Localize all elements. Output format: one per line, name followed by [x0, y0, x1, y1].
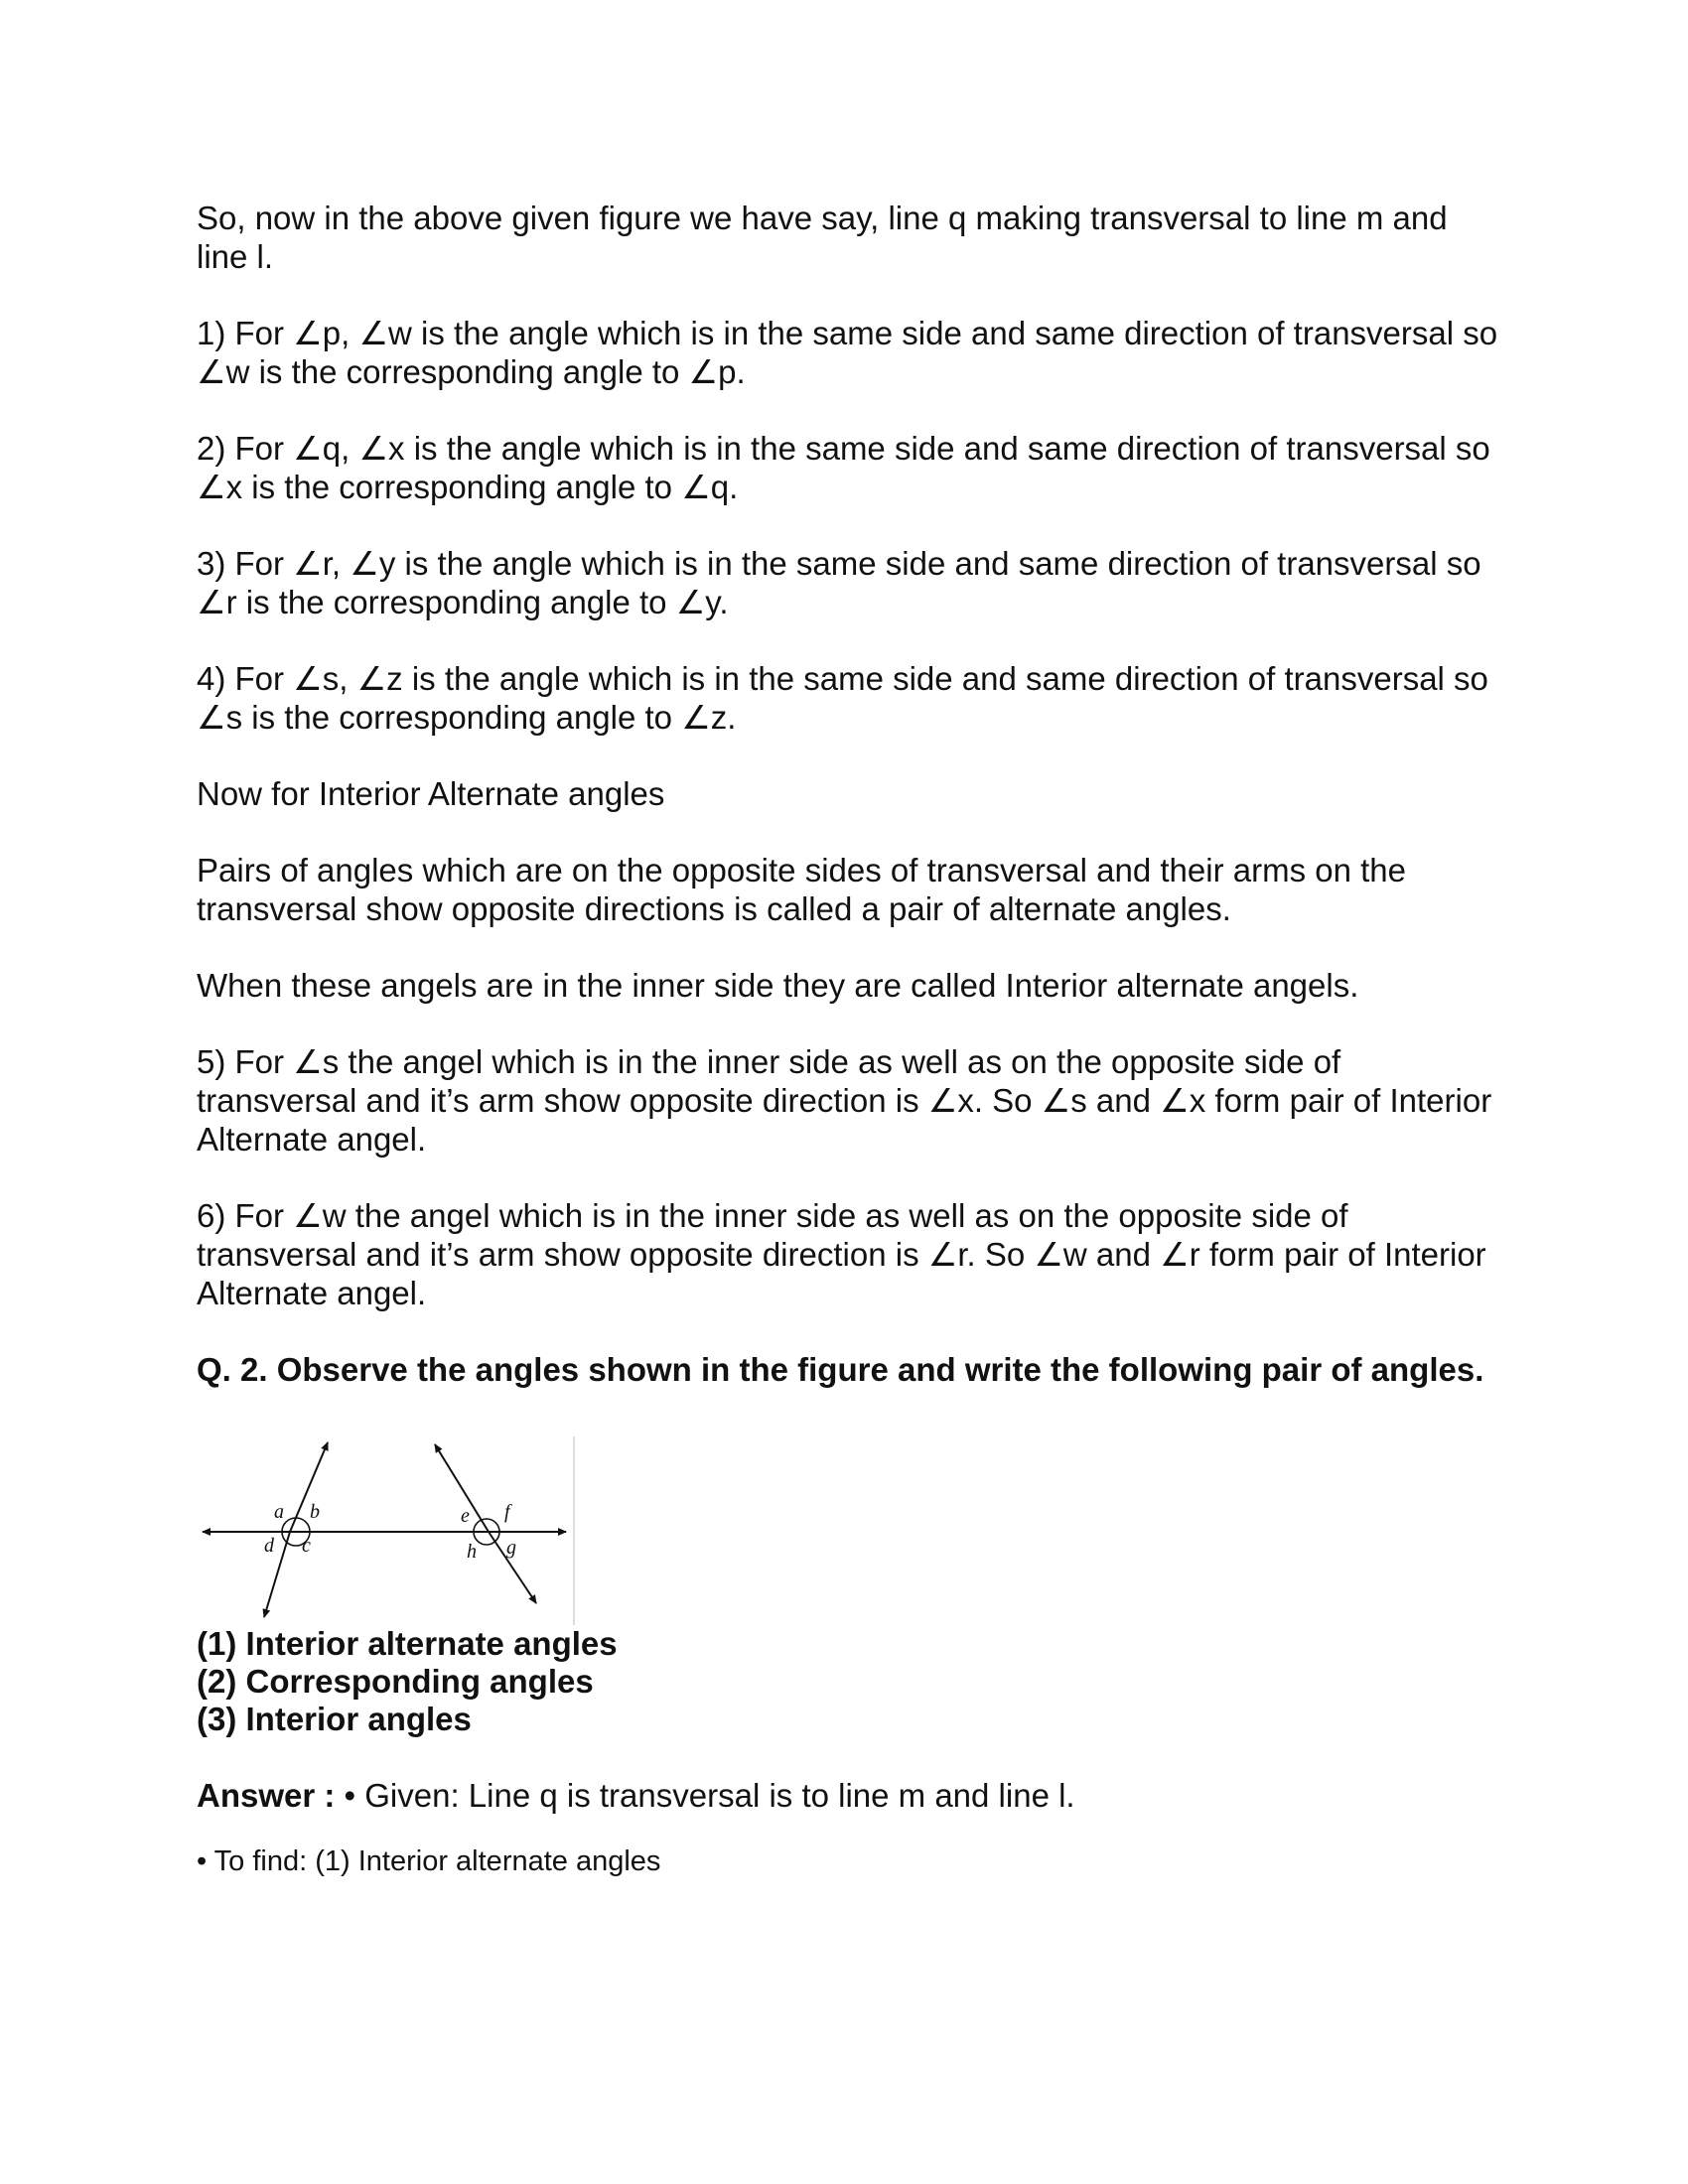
- angle-label-h: h: [467, 1541, 477, 1563]
- question-parts: [197, 1625, 1507, 1738]
- point-1: 1) For ∠p, ∠w is the angle which is in the same side and same direction of transversal so ∠w is the corresponding angle to ∠p.: [197, 315, 1498, 390]
- angle-label-e: e: [461, 1505, 470, 1527]
- intro-paragraph: So, now in the above given figure we have say, line q making transversal to line m and line l.: [197, 200, 1448, 275]
- point-2: 2) For ∠q, ∠x is the angle which is in the same side and same direction of transversal so ∠x is the corresponding angle to ∠q.: [197, 430, 1490, 505]
- angles-figure-svg: [197, 1436, 584, 1625]
- interior-heading: Now for Interior Alternate angles: [197, 775, 665, 812]
- angles-figure: [197, 1436, 584, 1625]
- definition-paragraph: Pairs of angles which are on the opposite sides of transversal and their arms on the transversal show opposite directions is called a pair of alternate angles.: [197, 852, 1407, 927]
- answer-given-text: • Given: Line q is transversal is to line m and line l.: [335, 1777, 1075, 1814]
- document-page: [197, 199, 1507, 1878]
- answer-given-line: [197, 1776, 1507, 1815]
- question-part-3: (3) Interior angles: [197, 1701, 472, 1737]
- angle-label-d: d: [264, 1535, 274, 1557]
- point-4: 4) For ∠s, ∠z is the angle which is in the same side and same direction of transversal so ∠s is the corresponding angle to ∠z.: [197, 660, 1488, 736]
- inner-side-paragraph: When these angels are in the inner side they are called Interior alternate angels.: [197, 967, 1359, 1004]
- point-3: 3) For ∠r, ∠y is the angle which is in the same side and same direction of transversal so ∠r is the corresponding angle to ∠y.: [197, 545, 1481, 620]
- angle-label-g: g: [506, 1537, 516, 1559]
- answer-label: Answer :: [197, 1777, 336, 1814]
- point-5: 5) For ∠s the angel which is in the inner side as well as on the opposite side of transversal and it’s arm show opposite direction is ∠x. So ∠s and ∠x form pair of Interior Alternate angel.: [197, 1043, 1492, 1158]
- question-part-1: (1) Interior alternate angles: [197, 1625, 618, 1662]
- angle-label-f: f: [504, 1501, 510, 1523]
- answer-to-find: • To find: (1) Interior alternate angles: [197, 1845, 661, 1877]
- angle-label-a: a: [274, 1501, 284, 1523]
- question-title: Q. 2. Observe the angles shown in the figure and write the following pair of angles.: [197, 1351, 1484, 1388]
- angle-label-c: c: [302, 1535, 311, 1557]
- angle-label-b: b: [310, 1501, 320, 1523]
- point-6: 6) For ∠w the angel which is in the inner side as well as on the opposite side of transversal and it’s arm show opposite direction is ∠r. So ∠w and ∠r form pair of Interior Alternate angel.: [197, 1197, 1486, 1311]
- question-part-2: (2) Corresponding angles: [197, 1663, 594, 1700]
